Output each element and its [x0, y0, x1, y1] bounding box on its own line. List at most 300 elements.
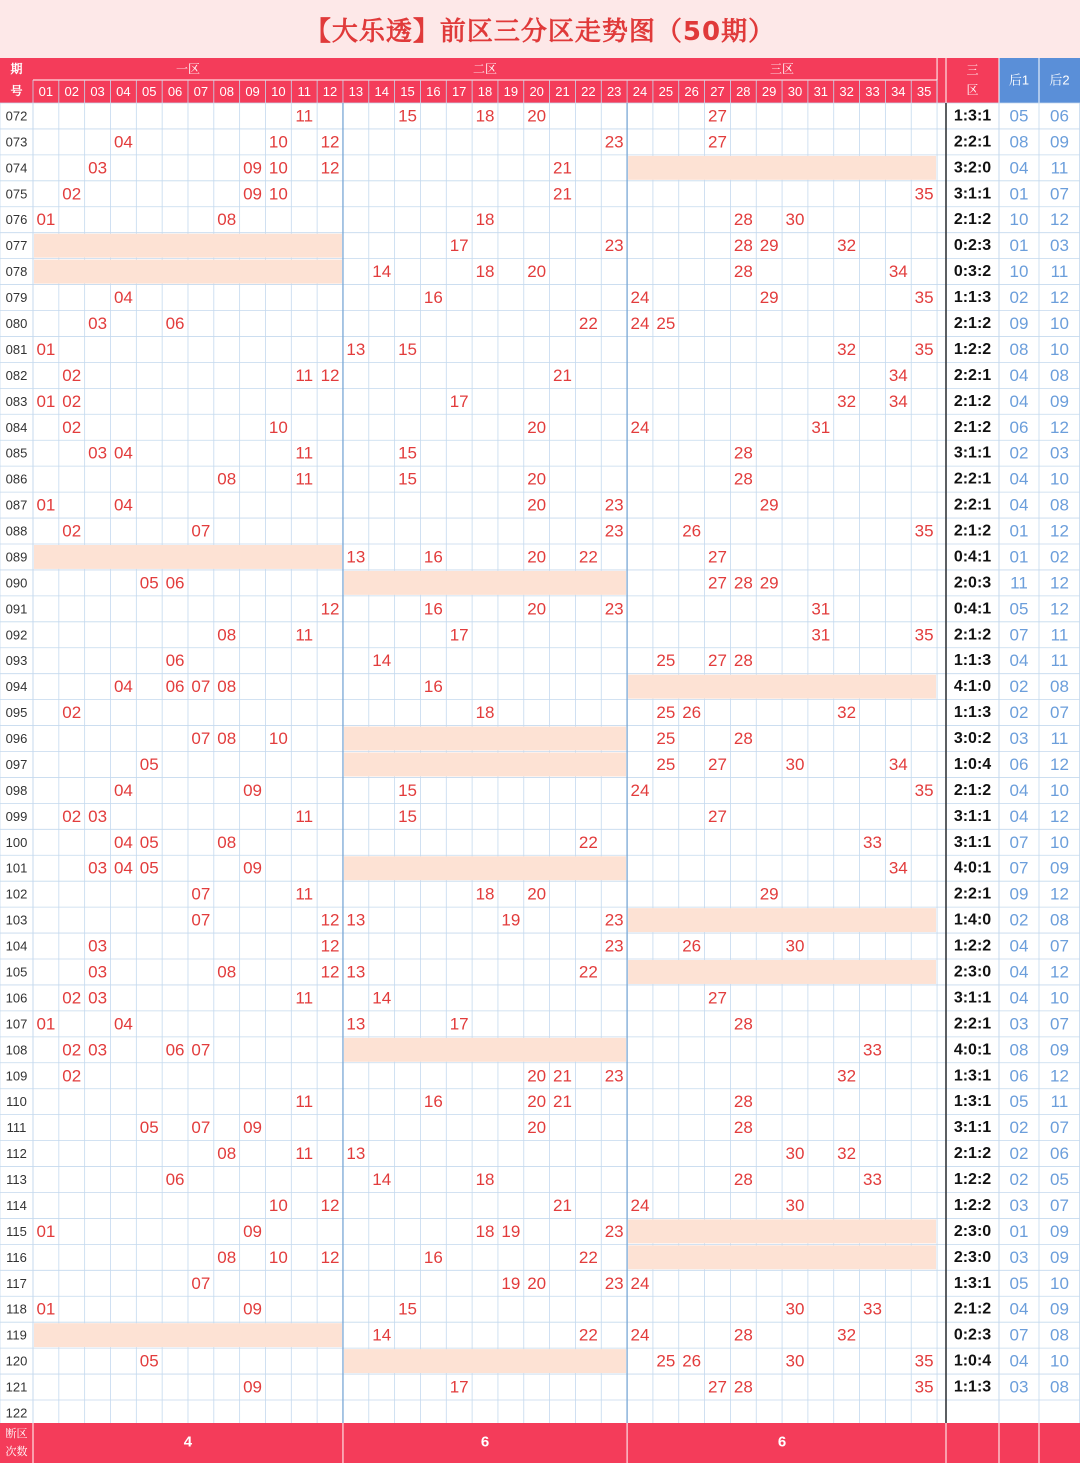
back-number-2: 07 [1050, 184, 1069, 204]
front-number: 02 [62, 365, 82, 385]
front-number: 24 [630, 1273, 650, 1293]
back-number-1: 01 [1009, 1221, 1029, 1241]
back-number-1: 08 [1009, 1040, 1029, 1060]
front-number: 11 [295, 988, 314, 1008]
front-number: 25 [656, 1351, 676, 1371]
front-number: 13 [346, 1014, 366, 1034]
period-label: 120 [5, 1353, 28, 1369]
period-label: 085 [5, 445, 28, 461]
front-number: 15 [398, 1299, 417, 1319]
zone-ratio: 2:1:2 [953, 392, 992, 410]
period-label: 089 [5, 549, 28, 565]
front-number: 30 [785, 210, 805, 230]
back-number-1: 10 [1009, 210, 1029, 230]
front-number: 27 [708, 754, 727, 774]
back-number-1: 05 [1009, 1273, 1029, 1293]
back-number-1: 05 [1009, 1092, 1029, 1112]
break-zone-fill [344, 571, 626, 595]
zone-ratio: 4:0:1 [953, 859, 992, 877]
back-number-1: 01 [1009, 521, 1029, 541]
back-number-2: 09 [1050, 1299, 1069, 1319]
front-number: 27 [708, 651, 727, 671]
front-number: 14 [372, 1170, 392, 1190]
front-number: 15 [398, 806, 417, 826]
period-label: 080 [5, 315, 28, 331]
front-number: 02 [62, 391, 82, 411]
period-label: 075 [5, 186, 28, 202]
back-number-2: 11 [1050, 262, 1069, 282]
back-number-1: 04 [1009, 365, 1029, 385]
front-number: 02 [62, 703, 82, 723]
front-number: 30 [785, 1144, 805, 1164]
front-number: 15 [398, 443, 417, 463]
back-number-1: 04 [1009, 158, 1029, 178]
front-number-header: 25 [658, 84, 674, 99]
front-number: 19 [501, 1273, 521, 1293]
front-number: 20 [527, 599, 547, 619]
back-number-1: 08 [1009, 339, 1029, 359]
front-number: 24 [630, 1195, 650, 1215]
front-number: 08 [217, 677, 237, 697]
front-number: 30 [785, 754, 805, 774]
front-number: 01 [36, 1299, 56, 1319]
front-number: 27 [708, 573, 727, 593]
zone-ratio: 1:1:3 [953, 1378, 992, 1396]
front-number: 25 [656, 313, 676, 333]
break-zone-fill [628, 675, 936, 699]
back-number-2: 07 [1050, 936, 1069, 956]
zone-ratio: 1:1:3 [953, 289, 992, 307]
back-number-1: 04 [1009, 495, 1029, 515]
front-number: 22 [578, 1325, 598, 1345]
front-number: 18 [475, 1221, 495, 1241]
front-number: 32 [837, 391, 857, 411]
front-number: 10 [268, 1195, 288, 1215]
front-number: 09 [243, 858, 263, 878]
front-number: 04 [113, 443, 133, 463]
front-number: 20 [527, 262, 547, 282]
front-number: 28 [733, 210, 753, 230]
period-label: 077 [5, 238, 28, 254]
front-number: 34 [888, 391, 908, 411]
break-zone-fill [344, 727, 626, 751]
front-number: 25 [656, 729, 676, 749]
front-number: 25 [656, 703, 676, 723]
front-number: 31 [811, 625, 831, 645]
zone-ratio: 2:1:2 [953, 781, 992, 799]
zone-ratio: 2:2:1 [953, 133, 992, 151]
front-number: 35 [914, 339, 934, 359]
period-label: 107 [5, 1016, 28, 1032]
front-number: 08 [217, 832, 237, 852]
zone-ratio: 2:0:3 [953, 574, 992, 592]
period-label: 102 [5, 886, 28, 902]
front-number: 01 [36, 1014, 56, 1034]
front-number: 25 [656, 651, 676, 671]
front-number: 16 [423, 677, 443, 697]
footer-label: 断区 [5, 1428, 28, 1440]
front-number-header: 22 [581, 84, 596, 99]
front-number: 23 [604, 1221, 624, 1241]
back-number-1: 08 [1009, 132, 1029, 152]
period-label: 108 [5, 1042, 28, 1058]
zone-ratio: 1:2:2 [953, 1196, 992, 1214]
front-number: 12 [320, 1195, 340, 1215]
period-label: 112 [6, 1146, 27, 1162]
front-number: 06 [165, 651, 185, 671]
front-number: 04 [113, 677, 133, 697]
front-number: 26 [682, 936, 702, 956]
period-label: 100 [5, 834, 28, 850]
front-number: 01 [36, 1221, 56, 1241]
break-zone-fill [34, 545, 342, 569]
front-number: 35 [914, 288, 934, 308]
zone-ratio: 1:3:1 [953, 107, 992, 125]
front-number: 24 [630, 780, 650, 800]
front-number: 12 [320, 936, 340, 956]
back-number-2: 09 [1050, 1247, 1069, 1267]
front-number: 23 [604, 1273, 624, 1293]
front-number: 21 [553, 158, 572, 178]
back-number-1: 02 [1009, 1144, 1029, 1164]
front-number: 03 [88, 158, 108, 178]
front-number: 12 [320, 910, 340, 930]
front-number: 11 [295, 106, 314, 126]
front-number: 33 [863, 832, 882, 852]
front-number-header: 05 [142, 84, 157, 99]
front-number-header: 20 [529, 84, 544, 99]
zone-ratio: 2:1:2 [953, 418, 992, 436]
zone-ratio: 1:3:1 [953, 1067, 992, 1085]
front-number: 02 [62, 806, 82, 826]
front-number-header: 29 [761, 84, 777, 99]
front-number: 23 [604, 910, 624, 930]
front-number-header: 30 [787, 84, 803, 99]
back-number-1: 06 [1009, 754, 1029, 774]
front-number: 34 [888, 858, 908, 878]
break-zone-fill [628, 156, 936, 180]
front-number: 13 [346, 1144, 366, 1164]
front-number: 32 [837, 236, 857, 256]
front-number: 28 [733, 443, 753, 463]
front-number: 24 [630, 1325, 650, 1345]
zone-ratio: 3:1:1 [953, 444, 992, 462]
front-number: 17 [449, 391, 469, 411]
back-number-1: 07 [1009, 1325, 1029, 1345]
front-number-header: 19 [503, 84, 519, 99]
period-header-label: 期 [10, 62, 23, 76]
front-number: 03 [88, 988, 108, 1008]
back-number-1: 04 [1009, 806, 1029, 826]
front-number: 28 [733, 1377, 753, 1397]
front-number: 18 [475, 703, 495, 723]
front-number-header: 28 [736, 84, 751, 99]
period-label: 076 [5, 212, 28, 228]
zone-ratio: 1:1:3 [953, 652, 992, 670]
back-number-2: 08 [1050, 1325, 1069, 1345]
front-number: 07 [191, 1273, 211, 1293]
front-number: 04 [113, 1014, 133, 1034]
period-label: 119 [6, 1327, 27, 1343]
zone-ratio: 0:2:3 [953, 1326, 992, 1344]
front-number: 32 [837, 1325, 857, 1345]
front-number: 27 [708, 988, 727, 1008]
front-number: 07 [191, 1040, 211, 1060]
ratio-header-label: 区 [966, 83, 979, 97]
back-number-1: 01 [1009, 547, 1029, 567]
front-number: 01 [36, 339, 56, 359]
back-number-2: 07 [1050, 1014, 1069, 1034]
period-label: 105 [5, 964, 28, 980]
front-number: 04 [113, 132, 133, 152]
front-number-header: 04 [116, 84, 131, 99]
front-number: 28 [733, 1325, 753, 1345]
front-number: 18 [475, 210, 495, 230]
zone-ratio: 0:2:3 [953, 237, 992, 255]
back-number-2: 09 [1050, 132, 1069, 152]
front-number: 20 [527, 1273, 547, 1293]
front-number-header: 17 [451, 84, 467, 99]
period-label: 094 [5, 679, 28, 695]
front-number: 30 [785, 936, 805, 956]
zone-ratio: 4:1:0 [953, 678, 992, 696]
front-number: 03 [88, 936, 108, 956]
front-number: 08 [217, 625, 237, 645]
front-number: 23 [604, 521, 624, 541]
back-number-2: 10 [1050, 1273, 1069, 1293]
back-number-2: 12 [1050, 962, 1069, 982]
back-number-2: 12 [1050, 288, 1069, 308]
front-number: 09 [243, 184, 263, 204]
period-label: 074 [5, 160, 28, 176]
period-label: 095 [5, 705, 28, 721]
back-number-2: 11 [1050, 729, 1069, 749]
back-number-2: 10 [1050, 313, 1069, 333]
footer-label: 次数 [5, 1446, 28, 1458]
front-number: 12 [320, 158, 340, 178]
zone-ratio: 1:0:4 [953, 1352, 992, 1370]
period-label: 093 [5, 653, 28, 669]
front-number-header: 07 [193, 84, 209, 99]
front-number: 05 [139, 573, 159, 593]
period-label: 073 [5, 134, 28, 150]
back-number-2: 03 [1050, 236, 1069, 256]
period-label: 091 [5, 601, 28, 617]
front-number: 21 [553, 1066, 572, 1086]
period-label: 106 [5, 990, 28, 1006]
back-number-2: 12 [1050, 521, 1069, 541]
front-number: 07 [191, 1118, 211, 1138]
zone-ratio: 3:1:1 [953, 833, 992, 851]
front-number: 02 [62, 521, 82, 541]
front-number: 05 [139, 754, 159, 774]
front-number: 29 [759, 573, 779, 593]
period-label: 084 [5, 419, 28, 435]
zone-ratio: 2:3:0 [953, 963, 992, 981]
footer-band [0, 1423, 1080, 1463]
ratio-header-label: 三 [966, 63, 979, 77]
back-number-2: 10 [1050, 339, 1069, 359]
front-number: 32 [837, 339, 857, 359]
front-number: 32 [837, 703, 857, 723]
break-zone-fill [344, 1038, 626, 1062]
front-number: 03 [88, 858, 108, 878]
front-number-header: 21 [555, 84, 570, 99]
front-number: 30 [785, 1195, 805, 1215]
front-number: 03 [88, 1040, 108, 1060]
front-number: 35 [914, 625, 934, 645]
period-label: 092 [5, 627, 28, 643]
front-number: 16 [423, 288, 443, 308]
front-number: 21 [553, 1092, 572, 1112]
back-number-2: 08 [1050, 677, 1069, 697]
front-number: 06 [165, 1170, 185, 1190]
back-number-2: 12 [1050, 210, 1069, 230]
back-number-1: 02 [1009, 703, 1029, 723]
front-number: 03 [88, 962, 108, 982]
front-number-header: 02 [64, 84, 79, 99]
period-label: 113 [6, 1172, 27, 1188]
front-number: 20 [527, 547, 547, 567]
front-number: 27 [708, 547, 727, 567]
front-number: 08 [217, 469, 237, 489]
front-number: 09 [243, 780, 263, 800]
period-label: 088 [5, 523, 28, 539]
front-number: 14 [372, 988, 392, 1008]
front-number: 01 [36, 210, 56, 230]
front-number: 11 [295, 365, 314, 385]
zone-ratio: 1:3:1 [953, 1274, 992, 1292]
period-label: 098 [5, 782, 28, 798]
front-number: 09 [243, 1299, 263, 1319]
front-number: 17 [449, 625, 469, 645]
front-number: 11 [295, 469, 314, 489]
front-number: 08 [217, 729, 237, 749]
front-number: 25 [656, 754, 676, 774]
back-number-1: 06 [1009, 417, 1029, 437]
zone-ratio: 2:2:1 [953, 1015, 992, 1033]
back-number-2: 09 [1050, 1221, 1069, 1241]
break-zone-fill [34, 1323, 342, 1347]
back-number-2: 06 [1050, 106, 1069, 126]
front-number: 20 [527, 106, 547, 126]
front-number: 28 [733, 729, 753, 749]
front-number-header: 01 [38, 84, 54, 99]
front-number: 09 [243, 1118, 263, 1138]
front-number: 16 [423, 547, 443, 567]
back-number-1: 04 [1009, 1351, 1029, 1371]
chart-title: 【大乐透】前区三分区走势图（50期） [304, 17, 776, 47]
front-number-header: 14 [374, 84, 389, 99]
period-label: 079 [5, 290, 28, 306]
zone-ratio: 2:1:2 [953, 314, 992, 332]
front-number: 32 [837, 1066, 857, 1086]
period-label: 086 [5, 471, 28, 487]
front-number: 03 [88, 443, 108, 463]
front-number: 12 [320, 132, 340, 152]
front-number-header: 09 [245, 84, 260, 99]
back-number-2: 09 [1050, 391, 1069, 411]
back-number-1: 01 [1009, 236, 1029, 256]
front-number-header: 12 [322, 84, 338, 99]
zone-ratio: 2:1:2 [953, 626, 992, 644]
front-number: 21 [553, 1195, 572, 1215]
front-number: 29 [759, 495, 779, 515]
front-number: 30 [785, 1351, 805, 1371]
zone-ratio: 3:1:1 [953, 807, 992, 825]
front-number: 19 [501, 910, 521, 930]
zone-ratio: 3:1:1 [953, 1119, 992, 1137]
period-label: 103 [5, 912, 28, 928]
front-number: 24 [630, 417, 650, 437]
period-label: 101 [5, 860, 28, 876]
front-number: 05 [139, 858, 159, 878]
back-number-2: 12 [1050, 1066, 1069, 1086]
back-number-1: 04 [1009, 962, 1029, 982]
front-number: 13 [346, 547, 366, 567]
front-number: 07 [191, 910, 211, 930]
front-number: 34 [888, 262, 908, 282]
back-number-2: 03 [1050, 443, 1069, 463]
front-number: 08 [217, 210, 237, 230]
front-number: 29 [759, 884, 779, 904]
break-zone-fill [628, 1219, 936, 1243]
break-zone-fill [344, 856, 626, 880]
back-number-1: 03 [1009, 729, 1029, 749]
front-number: 22 [578, 1247, 598, 1267]
period-label: 111 [6, 1120, 27, 1136]
front-number: 05 [139, 832, 159, 852]
back2-header-label: 后2 [1049, 72, 1070, 88]
front-number-header: 15 [400, 84, 415, 99]
back-number-2: 09 [1050, 1040, 1069, 1060]
period-label: 072 [5, 108, 28, 124]
back-number-1: 03 [1009, 1195, 1029, 1215]
back-number-1: 02 [1009, 677, 1029, 697]
zone-ratio: 3:0:2 [953, 730, 992, 748]
front-number: 12 [320, 365, 340, 385]
front-number: 03 [88, 806, 108, 826]
zone-ratio: 2:1:2 [953, 1145, 992, 1163]
front-number-header: 16 [426, 84, 441, 99]
front-number: 22 [578, 832, 598, 852]
front-number: 07 [191, 884, 211, 904]
front-number: 02 [62, 184, 82, 204]
front-number: 02 [62, 1066, 82, 1086]
period-label: 122 [5, 1405, 28, 1421]
back-number-1: 02 [1009, 1170, 1029, 1190]
back-number-2: 07 [1050, 1118, 1069, 1138]
front-number: 35 [914, 1351, 934, 1371]
front-number: 31 [811, 417, 831, 437]
front-number: 35 [914, 184, 934, 204]
period-label: 096 [5, 731, 28, 747]
front-number: 22 [578, 962, 598, 982]
back-number-1: 04 [1009, 1299, 1029, 1319]
front-number: 28 [733, 262, 753, 282]
period-label: 116 [6, 1249, 27, 1265]
front-number: 17 [449, 1014, 469, 1034]
front-number: 29 [759, 288, 779, 308]
front-number: 02 [62, 1040, 82, 1060]
front-number: 11 [295, 625, 314, 645]
front-number: 07 [191, 677, 211, 697]
front-number: 15 [398, 780, 417, 800]
zone-ratio: 3:2:0 [953, 159, 992, 177]
back-number-1: 02 [1009, 443, 1029, 463]
front-number: 07 [191, 729, 211, 749]
front-number-header: 18 [477, 84, 493, 99]
